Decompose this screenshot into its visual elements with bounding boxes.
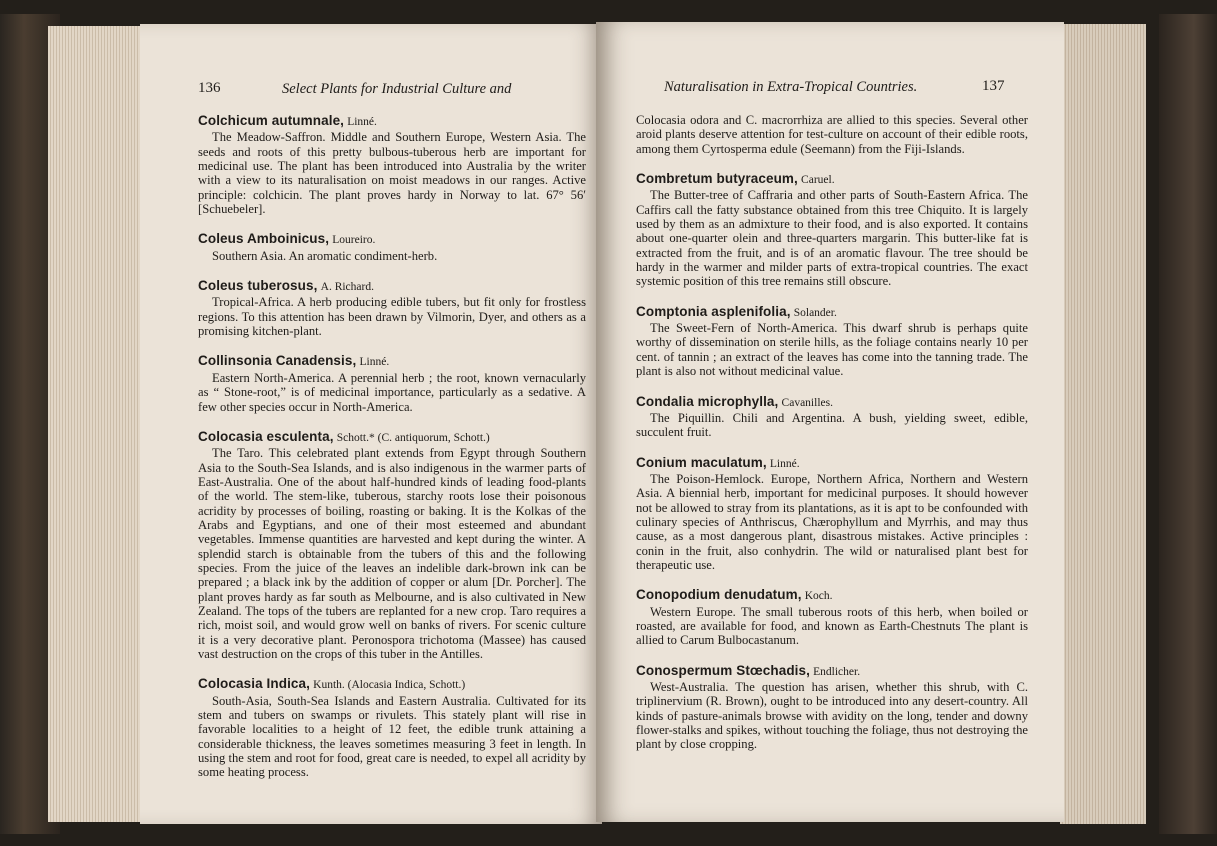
entry-authority: Cavanilles. <box>781 396 833 409</box>
left-entries <box>198 114 586 796</box>
entry-text: The Taro. This celebrated plant extends from Egypt through Southern Asia to the South-Sea Islands, and is also indigenous in the warmer parts of East-Australia. One of the about half-hundred kinds of leading food-plants of the world. The stem-like, tuberous, starchy roots lose their poisonous acridity by processes of boiling, roasting or baking. It is the Kolkas of the Arabs and Egyptians, and one of their most esteemed and abundant vegetables. Immense quantities are harvested and kept during the winter. A splendid starch is obtainable from the tubers of this and the following species. From the juice of the leaves an indelible dark-brown ink can be prepared ; a black ink by the addition of copper or alum [Dr. Porcher]. The plant proves hardy as far south as Melbourne, and is also cultivated in New Zealand. The tops of the tubers are replanted for a new crop. Taro requires a rich, moist soil, and would grow well on banks of rivers. For scenic culture it is a very decorative plant. Peronospora trichotoma (Massee) has caused vast destruction on the crops of this tuber in the Antilles. <box>198 446 586 661</box>
entry-name: Collinsonia Canadensis, <box>198 353 357 369</box>
entry-text: West-Australia. The question has arisen, whether this shrub, with C. triplinervium (R. Brown), ought to be introduced into any desert-country. All kinds of pasture-animals browse with avidity on the long, tender and downy flower-stalks and spikes, without touching the foliage, thus not destroying the plant by close cropping. <box>636 680 1028 752</box>
entry-text: The Poison-Hemlock. Europe, Northern Africa, Northern and Western Asia. A biennial herb, important for medicinal purposes. It should however not be allowed to stray from its plantations, as it is apt to be confounded with culinary species of Anthriscus, Chærophyllum and Myrrhis, and may thus cause, as a most dangerous plant, disastrous mistakes. Active principles : conin in the fruit, also conhydrin. The wild or naturalised plant best for therapeutic use. <box>636 471 1028 572</box>
entry-text: The Sweet-Fern of North-America. This dwarf shrub is perhaps quite worthy of dissemination on sterile hills, as the foliage contains nearly 10 per cent. of tannin ; an extract of the leaves has come into the tanning trade. The plant is also not without medicinal value. <box>636 321 1028 379</box>
entry-condalia <box>636 395 1028 440</box>
entry-text: Western Europe. The small tuberous roots of this herb, when boiled or roasted, are available for food, and known as Earth-Chestnuts The plant is allied to Carum Bulbocastanum. <box>636 604 1028 648</box>
entry-name: Coleus Amboinicus, <box>198 231 330 247</box>
entry-text: South-Asia, South-Sea Islands and Eastern Australia. Cultivated for its stem and tubers on swamps or rivulets. This stately plant will rise in favorable localities to a height of 12 feet, the edible trunk attaining a considerable thickness, the leaves sometimes measuring 3 feet in length. In using the stem and root for food, great care is needed, to expel all acridity by some heating process. <box>198 693 586 780</box>
entry-authority: Solander. <box>793 306 837 319</box>
left-page <box>140 24 602 824</box>
entry-text: The Meadow-Saffron. Middle and Southern Europe, Western Asia. The seeds and roots of this pretty bulbous-tuberous herb are important for medicinal use. The plant has been introduced into Australia by the writer with a view to its naturalisation on moist meadows in our ranges. Active principle: colchicin. The plant proves hardy in Norway to lat. 67° 56′ [Schuebeler]. <box>198 130 586 217</box>
entry-authority: Koch. <box>804 590 833 603</box>
entry-authority: Linné. <box>347 116 377 128</box>
entry-comptonia <box>636 305 1028 379</box>
entry-continuation <box>636 113 1028 156</box>
right-page-number: 137 <box>982 78 1005 94</box>
entry-name: Coleus tuberosus, <box>198 278 318 294</box>
entry-name: Conium maculatum, <box>636 454 767 470</box>
entry-name: Condalia microphylla, <box>636 393 779 409</box>
entry-name: Colchicum autumnale, <box>198 113 345 128</box>
entry-colocasia-indica <box>198 677 586 779</box>
right-page <box>596 22 1064 822</box>
entry-name: Comptonia asplenifolia, <box>636 303 791 319</box>
right-cover-edge <box>1159 14 1217 834</box>
entry-name: Colocasia Indica, <box>198 676 310 692</box>
entry-name: Combretum butyraceum, <box>636 171 798 187</box>
entry-coleus-amboinicus <box>198 232 586 263</box>
left-page-number: 136 <box>198 80 221 96</box>
entry-authority: Kunth. (Alocasia Indica, Schott.) <box>313 679 466 692</box>
entry-name: Conospermum Stœchadis, <box>636 662 810 678</box>
entry-text: Tropical-Africa. A herb producing edible tubers, but fit only for frostless regions. To this attention has been drawn by Vilmorin, Dyer, and others as a promising kitchen-plant. <box>198 295 586 339</box>
left-running-head: Select Plants for Industrial Culture and <box>282 81 512 97</box>
right-running-head: Naturalisation in Extra-Tropical Countries. <box>664 79 918 95</box>
continuation-text: Colocasia odora and C. macrorrhiza are allied to this species. Several other aroid plants deserve attention for test-culture on account of their edible roots, among them Cyrtosperma edule (Seemann) from the Fiji-Islands. <box>636 113 1028 156</box>
entry-text: The Butter-tree of Caffraria and other parts of South-Eastern Africa. The Caffirs call the fatty substance obtained from this tree Chiquito. It is largely used by them as an admixture to their food, and is also exported. It contains about one-quarter olein and three-quarters margarin. This butter-like fat is extracted from the fruit, and is of an aromatic flavour. The tree should be hardy in the warmer and milder parts of extra-tropical countries. The exact systemic position of this tree remains still obscure. <box>636 188 1028 289</box>
entry-authority: Schott.* (C. antiquorum, Schott.) <box>336 431 490 444</box>
entry-authority: Loureiro. <box>332 234 376 247</box>
entry-authority: Linné. <box>769 457 800 470</box>
entry-colchicum <box>198 114 586 216</box>
entry-conospermum <box>636 664 1028 752</box>
entry-coleus-tuberosus <box>198 279 586 338</box>
entry-combretum <box>636 172 1028 289</box>
entry-authority: Linné. <box>359 356 390 369</box>
entry-authority: Endlicher. <box>813 665 861 678</box>
entry-name: Colocasia esculenta, <box>198 428 334 444</box>
entry-conium <box>636 456 1028 573</box>
entry-authority: Caruel. <box>801 174 835 187</box>
entry-text: The Piquillin. Chili and Argentina. A bush, yielding sweet, edible, succulent fruit. <box>636 410 1028 440</box>
entry-conopodium <box>636 588 1028 647</box>
left-page-stack <box>48 26 144 822</box>
entry-collinsonia <box>198 354 586 413</box>
entry-authority: A. Richard. <box>320 281 374 294</box>
right-page-stack <box>1060 24 1146 824</box>
entry-colocasia-esculenta <box>198 430 586 662</box>
entry-text: Southern Asia. An aromatic condiment-herb. <box>212 248 438 263</box>
right-entries <box>636 113 1028 768</box>
entry-text: Eastern North-America. A perennial herb ; the root, known vernacularly as “ Stone-root,” is of medicinal importance, particularly as a sedative. A few other species occur in North-America. <box>198 370 586 414</box>
entry-name: Conopodium denudatum, <box>636 587 802 603</box>
